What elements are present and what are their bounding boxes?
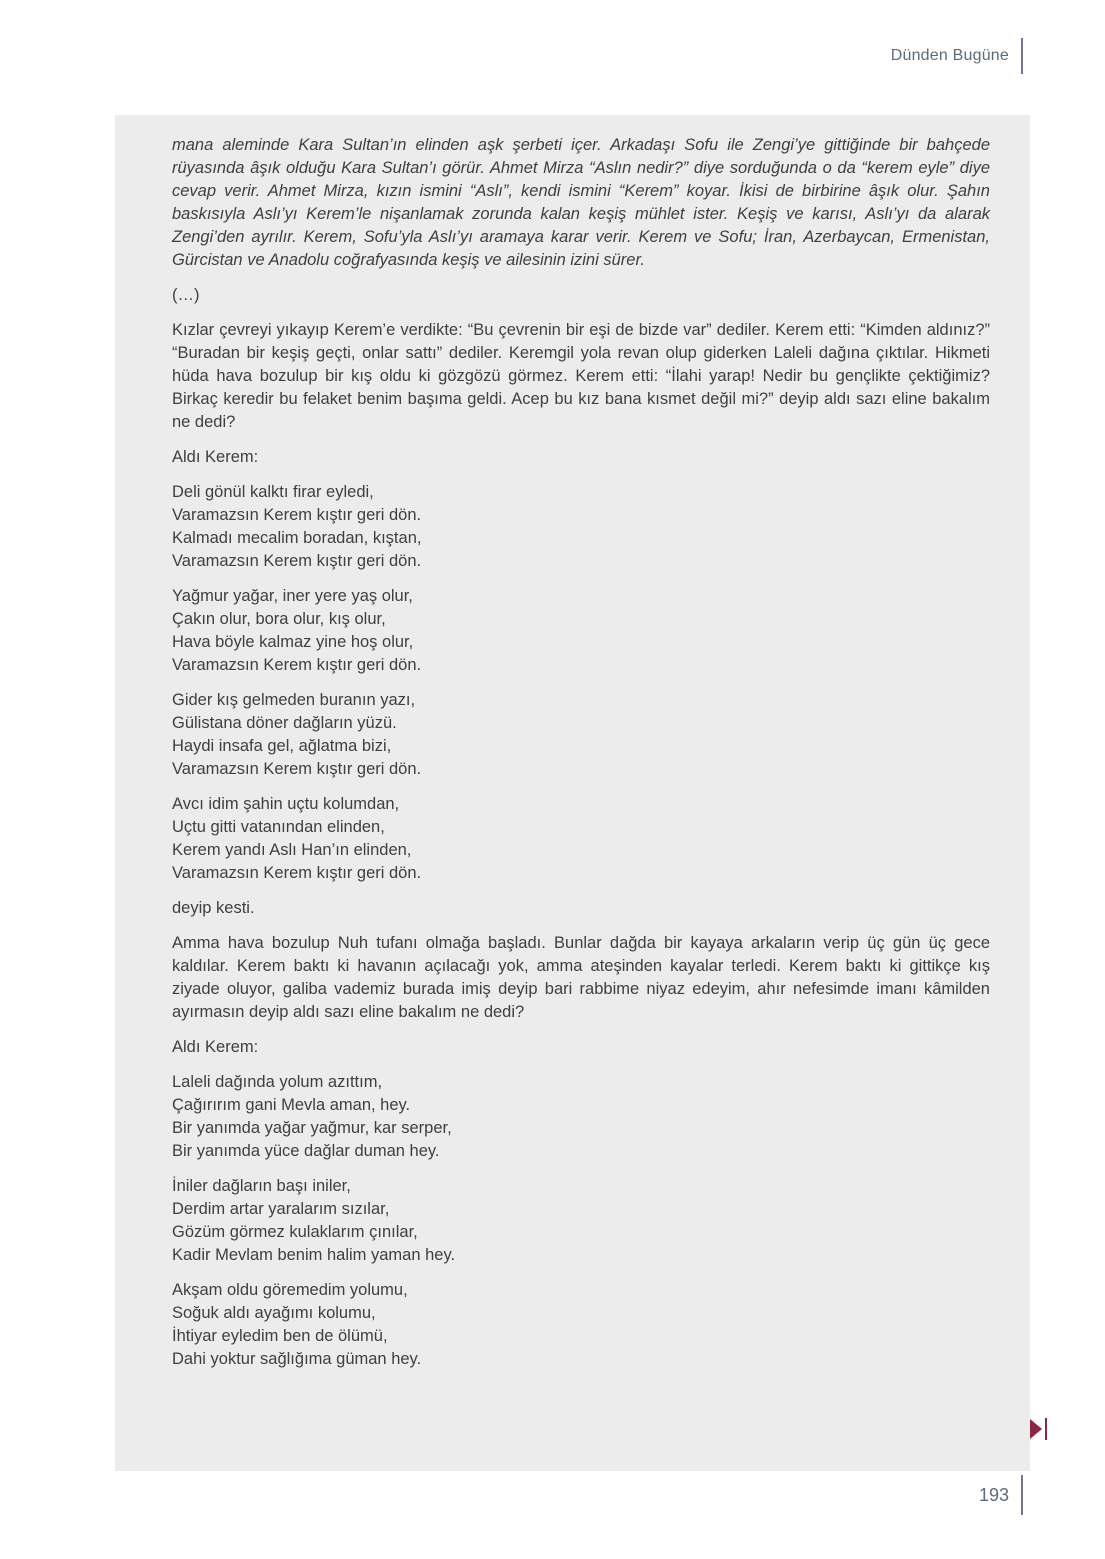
aldi-kerem-heading-2: Aldı Kerem: [172, 1038, 259, 1056]
content-area [115, 115, 1030, 1471]
arrow-rule [1045, 1418, 1047, 1440]
poem-line: Soğuk aldı ayağımı kolumu, [172, 1304, 376, 1322]
poem-line: Akşam oldu göremedim yolumu, [172, 1281, 408, 1299]
poem-line: Gider kış gelmeden buranın yazı, [172, 691, 416, 709]
page-header [891, 38, 1023, 74]
poem-line: Çakın olur, bora olur, kış olur, [172, 610, 386, 628]
arrow-right-icon [1030, 1419, 1042, 1439]
poem-line: Bir yanımda yağar yağmur, kar serper, [172, 1119, 452, 1137]
poem-line: Kalmadı mecalim boradan, kıştan, [172, 529, 422, 547]
poem-stanza-5 [172, 1071, 990, 1163]
poem-line: Dahi yoktur sağlığıma güman hey. [172, 1350, 422, 1368]
poem-line: Gözüm görmez kulaklarım çınılar, [172, 1223, 418, 1241]
poem-line: Laleli dağında yolum azıttım, [172, 1073, 383, 1091]
poem-line: İhtiyar eyledim ben de ölümü, [172, 1327, 388, 1345]
header-title: Dünden Bugüne [890, 47, 1009, 64]
page-footer [979, 1475, 1023, 1515]
poem-stanza-2 [172, 585, 990, 677]
poem-line: Yağmur yağar, iner yere yaş olur, [172, 587, 413, 605]
poem-line: Haydi insafa gel, ağlatma bizi, [172, 737, 392, 755]
poem-stanza-7 [172, 1279, 990, 1371]
aldi-kerem-heading-1: Aldı Kerem: [172, 448, 259, 466]
poem-line: Varamazsın Kerem kıştır geri dön. [172, 506, 422, 524]
poem-line: Deli gönül kalktı firar eyledi, [172, 483, 374, 501]
header-divider-rule [1021, 38, 1023, 74]
poem-line: Varamazsın Kerem kıştır geri dön. [172, 864, 422, 882]
poem-line: Derdim artar yaralarım sızılar, [172, 1200, 390, 1218]
poem-stanza-4 [172, 793, 990, 885]
poem-stanza-1 [172, 481, 990, 573]
prose-paragraph-1: Kızlar çevreyi yıkayıp Kerem’e verdikte: “Bu çevrenin bir eşi de bizde var” dediler. Kerem etti: “Kimden aldınız?” “Buradan bir keşiş geçti, onlar sattı” dediler. Keremgil yola revan olup giderken Laleli dağına çıktılar. Hikmeti hüda hava bozulup bir kış oldu ki gözgözü görmez. Kerem etti: “İlahi yarap! Nedir bu gençlikte çektiğimiz? Birkaç keredir bu felaket benim başıma geldi. Acep bu kız bana kısmet değil mi?” deyip aldı sazı eline bakalım ne dedi? [172, 321, 990, 431]
footer-divider-rule [1021, 1475, 1023, 1515]
prose-paragraph-2: Amma hava bozulup Nuh tufanı olmağa başladı. Bunlar dağda bir kayaya arkaların verip üç gün üç gece kaldılar. Kerem baktı ki havanın açılacağı yok, amma ateşinden kayalar terledi. Kerem baktı ki gittikçe kış ziyade oluyor, galiba vademiz burada imiş deyip bari rabbime niyaz edeyim, ahır nefesimde imanı kâmilden ayırmasın deyip aldı sazı eline bakalım ne dedi? [172, 934, 990, 1021]
poem-line: Varamazsın Kerem kıştır geri dön. [172, 656, 422, 674]
page-number: 193 [978, 1484, 1009, 1505]
poem-line: İniler dağların başı iniler, [172, 1177, 351, 1195]
poem-stanza-3 [172, 689, 990, 781]
poem-line: Kerem yandı Aslı Han’ın elinden, [172, 841, 412, 859]
poem-stanza-6 [172, 1175, 990, 1267]
poem-line: Uçtu gitti vatanından elinden, [172, 818, 385, 836]
section-arrow-marker [1030, 1418, 1047, 1440]
deyip-kesti-line: deyip kesti. [172, 899, 255, 917]
poem-line: Kadir Mevlam benim halim yaman hey. [172, 1246, 456, 1264]
poem-line: Avcı idim şahin uçtu kolumdan, [172, 795, 400, 813]
poem-line: Çağırırım gani Mevla aman, hey. [172, 1096, 411, 1114]
poem-line: Gülistana döner dağların yüzü. [172, 714, 397, 732]
poem-line: Varamazsın Kerem kıştır geri dön. [172, 552, 422, 570]
ellipsis-marker: (…) [172, 286, 200, 304]
poem-line: Hava böyle kalmaz yine hoş olur, [172, 633, 414, 651]
poem-line: Bir yanımda yüce dağlar duman hey. [172, 1142, 440, 1160]
poem-line: Varamazsın Kerem kıştır geri dön. [172, 760, 422, 778]
intro-paragraph: mana aleminde Kara Sultan’ın elinden aşk şerbeti içer. Arkadaşı Sofu ile Zengi’ye gittiğinde bir bahçede rüyasında âşık olduğu Kara Sultan’ı görür. Ahmet Mirza “Aslın nedir?” diye sorduğunda o da “kerem eyle” diye cevap verir. Ahmet Mirza, kızın ismini “Aslı”, kendi ismini “Kerem” koyar. İkisi de birbirine âşık olur. Şahın baskısıyla Aslı’yı Kerem’le nişanlamak zorunda kalan keşiş mühlet ister. Keşiş ve karısı, Aslı’yı da alarak Zengi’den ayrılır. Kerem, Sofu’yla Aslı’yı aramaya karar verir. Kerem ve Sofu; İran, Azerbaycan, Ermenistan, Gürcistan ve Anadolu coğrafyasında keşiş ve ailesinin izini sürer. [172, 136, 990, 269]
